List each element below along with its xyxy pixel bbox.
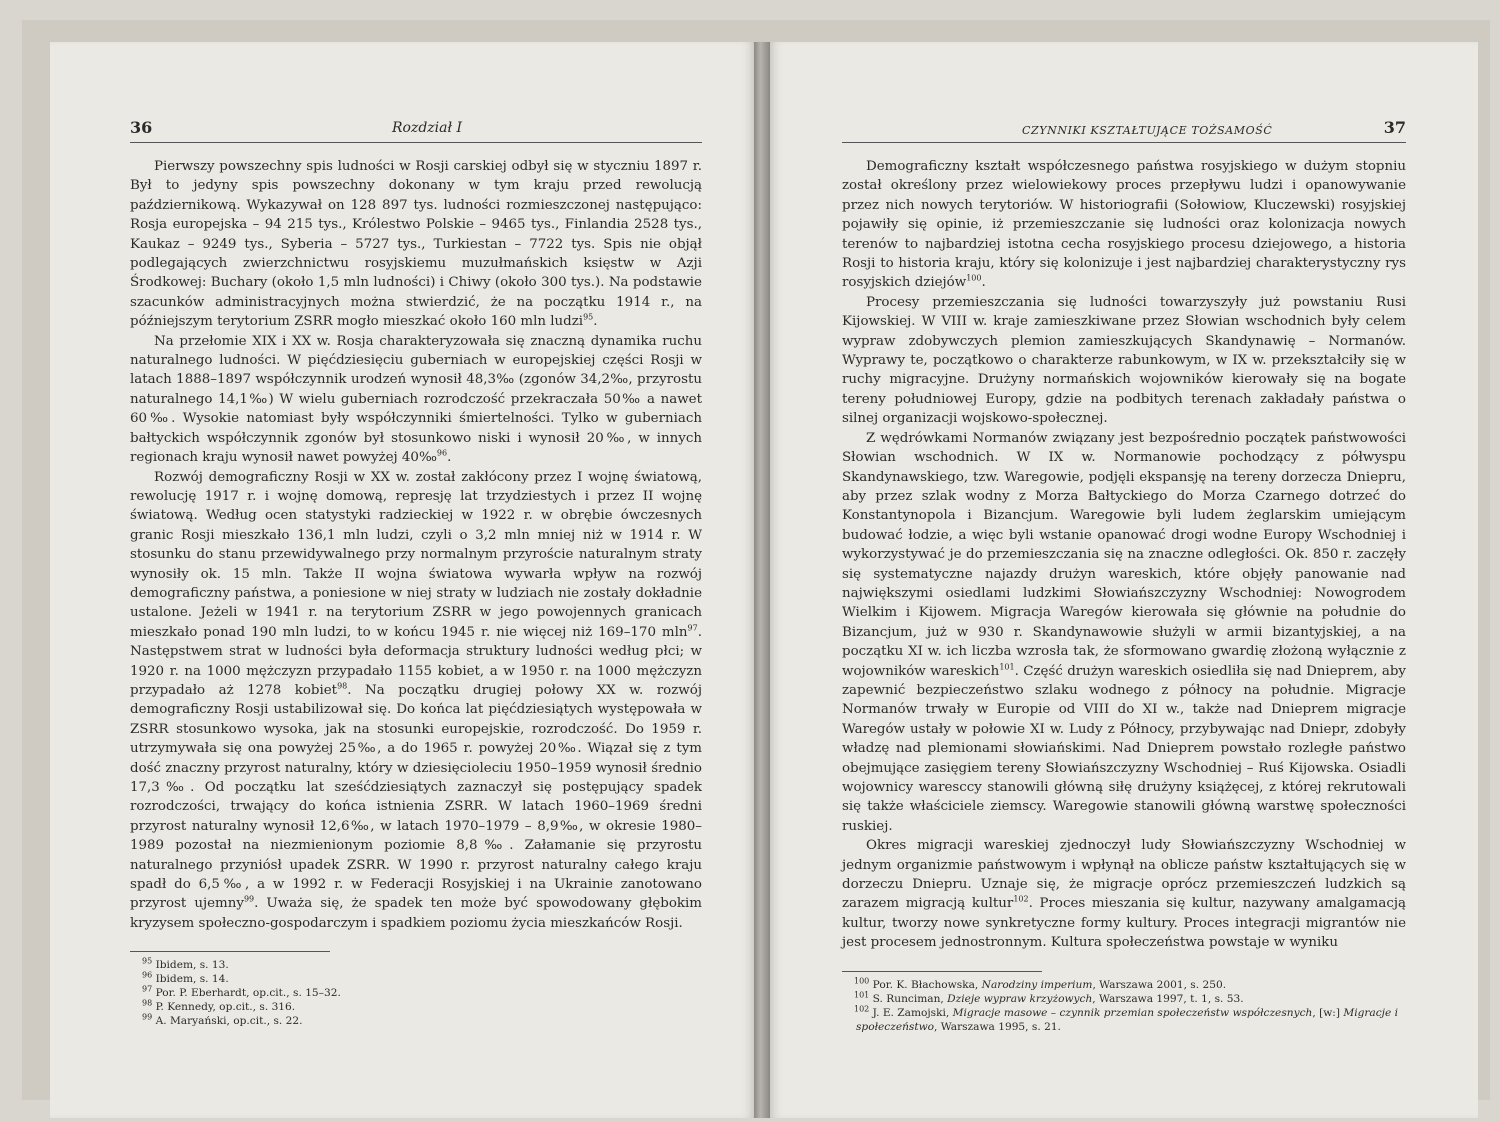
book-gutter — [754, 42, 770, 1118]
footnote: $^{99}$ A. Maryański, op.cit., s. 22. — [142, 1012, 303, 1028]
footnotes — [842, 978, 1406, 1034]
right-page — [770, 42, 1478, 1118]
running-head: CZYNNIKI KSZTAŁTUJĄCE TOŻSAMOŚĆ — [1022, 124, 1273, 137]
paragraph: Z wędrówkami Normanów związany jest bezpośrednio początek państwowości Słowian wschodnich. W IX w. Normanowie pochodzący z półwyspu Skandynawskiego, tzw. Waregowie, podjęli ekspansję na tereny dorzecza Dniepru, aby przez szlak wodny z Morza Bałtyckiego do Morza Czarnego dotrzeć do Konstantynopola i Bizancjum. Waregowie byli ludem żeglarskim umiejącym budować łodzie, a więc byli wstanie opanować drogi wodne Europy Wschodniej i wykorzystywać je do przemieszczania się na znaczne odległości. Ok. 850 r. zaczęły się systematyczne najazdy drużyn wareskich, które objęły panowanie nad największymi osiedlami ludzkimi Słowiańszczyzny Wschodniej: Nowogrodem Wielkim i Kijowem. Migracja Waregów kierowała się głównie na południe do Bizancjum, już w 930 r. Skandynawowie służyli w armii bizantyjskiej, a na początku XI w. ich liczba wzrosła tak, że sformowano gwardię złożoną wyłącznie z wojowników wareskich$^{101}$. Część drużyn wareskich osiedliła się nad Dnieprem, aby zapewnić bezpieczeństwo szlaku wodnego z północy na południe. Migracje Normanów trwały w Europie od VIII do XI w., także nad Dnieprem migracje Waregów ustały w połowie XI w. Ludy z Północy, przybywając nad Dniepr, zdobyły władzę nad plemionami słowiańskimi. Nad Dnieprem powstało rozległe państwo obejmujące zasięgiem tereny Słowiańszczyzny Wschodniej – Ruś Kijowska. Osiadli wojownicy waresccy stanowili główną siłę drużyny książęcej, z której rekrutowali się także właściciele ziemscy. Waregowie stanowili główną warstwę społeczności ruskiej. — [842, 430, 1407, 834]
footnote-rule — [130, 951, 330, 952]
left-page — [50, 42, 754, 1118]
footnote: $^{102}$ J. E. Zamojski, Migracje masowe – czynnik przemian społeczeństw współczesnych, [w:] Migracje i społeczeństwo, Warszawa 1995, s. 21. — [854, 1004, 1398, 1033]
footnote: $^{100}$ Por. K. Błachowska, Narodziny imperium, Warszawa 2001, s. 250. — [854, 976, 1227, 991]
paragraph: Rozwój demograficzny Rosji w XX w. został zakłócony przez I wojnę światową, rewolucję 1917 r. i wojnę domową, represję lat trzydziestych i przez II wojnę światową. Według ocen statystyki radzieckiej w 1922 r. w obrębie ówczesnych granic Rosji mieszkało 136,1 mln ludzi, czyli o 3,2 mln mniej niż w 1914 r. W stosunku do stanu przewidywalnego przy normalnym przyroście naturalnym straty wynosiły ok. 15 mln. Także II wojna światowa wywarła wpływ na rozwój demograficzny państwa, a poniesione w niej straty w ludziach nie zostały dokładnie ustalone. Jeżeli w 1941 r. na terytorium ZSRR w jego powojennych granicach mieszkało ponad 190 mln ludzi, to w końcu 1945 r. nie więcej niż 169–170 mln$^{97}$. Następstwem strat w ludności była deformacja struktury ludności według płci; w 1920 r. na 1000 mężczyzn przypadało 1155 kobiet, a w 1950 r. na 1000 mężczyzn przypadało aż 1278 kobiet$^{98}$. Na początku drugiej połowy XX w. rozwój demograficzny Rosji ustabilizował się. Do końca lat pięćdziesiątych występowała w ZSRR stosunkowo wysoka, jak na stosunki europejskie, rozrodczość. Do 1959 r. utrzymywała się ona powyżej 25‰, a do 1965 r. powyżej 20‰. Wiązał się z tym dość znaczny przyrost naturalny, który w dziesięcioleciu 1950–1959 wynosił średnio 17,3‰. Od początku lat sześćdziesiątych zaznaczył się postępujący spadek rozrodczości, trwający do końca istnienia ZSRR. W latach 1960–1969 średni przyrost naturalny wynosił 12,6‰, w latach 1970–1979 – 8,9‰, w okresie 1980–1989 pozostał na niezmienionym poziomie 8,8‰. Załamanie się przyrostu naturalnego przyniósł upadek ZSRR. W 1990 r. przyrost naturalny całego kraju spadł do 6,5‰, a w 1992 r. w Federacji Rosyjskiej i na Ukrainie zanotowano przyrost ujemny$^{99}$. Uważa się, że spadek ten może być spowodowany głębokim kryzysem społeczno-gospodarczym i spadkiem poziomu życia mieszkańców Rosji. — [130, 469, 702, 931]
paragraph: Na przełomie XIX i XX w. Rosja charakteryzowała się znaczną dynamika ruchu naturalnego ludności. W pięćdziesięciu guberniach w europejskiej części Rosji w latach 1888–1897 współczynnik urodzeń wynosił 48,3‰ (zgonów 34,2‰, przyrostu naturalnego 14,1‰) W wielu guberniach rozrodczość przekraczała 50‰ a nawet 60‰. Wysokie natomiast były współczynniki śmiertelności. Tylko w guberniach bałtyckich współczynnik zgonów był stosunkowo niski i wynosił 20‰, w innych regionach kraju wynosił nawet powyżej 40‰$^{96}$. — [130, 333, 702, 466]
footnote: $^{98}$ P. Kennedy, op.cit., s. 316. — [142, 998, 296, 1014]
footnote-rule — [842, 971, 1042, 972]
footnote: $^{96}$ Ibidem, s. 14. — [142, 970, 229, 986]
paragraph: Procesy przemieszczania się ludności towarzyszyły już powstaniu Rusi Kijowskiej. W VIII w. kraje zamieszkiwane przez Słowian wschodnich były celem wypraw zdobywczych plemion zamieszkujących Skandynawię – Normanów. Wyprawy te, początkowo o charakterze rabunkowym, w IX w. przekształciły się w ruchy migracyjne. Drużyny normańskich wojowników kierowały się na bogate tereny południowej Europy, gdzie na podbitych terenach zakładały państwa o silnej organizacji wojskowo-społecznej. — [842, 294, 1406, 427]
paragraph: Okres migracji wareskiej zjednoczył ludy Słowiańszczyzny Wschodniej w jednym organizmie państwowym i wpłynął na oblicze państw kształtujących się w dorzeczu Dniepru. Uznaje się, że migracje oprócz przemieszczeń ludzkich są zarazem migracją kultur$^{102}$. Proces mieszania się kultur, nazywany amalgamacją kultur, tworzy nowe synkretyczne formy kultury. Proces integracji migrantów nie jest procesem jednostronnym. Kultura społeczeństwa powstaje w wyniku — [842, 838, 1406, 951]
page-header — [842, 118, 1406, 143]
page-number: 36 — [130, 118, 153, 137]
paragraph: Pierwszy powszechny spis ludności w Rosji carskiej odbył się w styczniu 1897 r. Był to jedyny spis powszechny dokonany w tym kraju przed rewolucją październikową. Wykazywał on 128 897 tys. ludności rozmieszczonej następująco: Rosja europejska – 94 215 tys., Królestwo Polskie – 9465 tys., Finlandia 2528 tys., Kaukaz – 9249 tys., Syberia – 5727 tys., Turkiestan – 7722 tys. Spis nie objął podlegających zwierzchnictwu rosyjskiemu muzułmańskich księstw w Azji Środkowej: Buchary (około 1,5 mln ludności) i Chiwy (około 300 tys.). Na podstawie szacunków administracyjnych można stwierdzić, że na początku 1914 r., na późniejszym terytorium ZSRR mogło mieszkać około 160 mln ludzi$^{95}$. — [130, 159, 702, 330]
paragraph: Demograficzny kształt współczesnego państwa rosyjskiego w dużym stopniu został określony przez wielowiekowy proces przepływu ludzi i opanowywanie przez nich nowych terytoriów. W historiografii (Sołowiow, Kluczewski) rosyjskiej pojawiły się opinie, iż przemieszczanie się ludności oraz kolonizacja nowych terenów to najbardziej istotna cecha rosyjskiego procesu dziejowego, a historia Rosji to historia kraju, który się kolonizuje i jest najbardziej charakterystyczny rys rosyjskich dziejów$^{100}$. — [842, 159, 1406, 291]
page-header — [130, 118, 702, 143]
page-number: 37 — [1383, 118, 1406, 137]
footnote: $^{95}$ Ibidem, s. 13. — [142, 956, 229, 972]
body-text — [130, 157, 702, 933]
footnotes — [130, 958, 702, 1028]
body-text — [842, 157, 1406, 953]
running-head: Rozdział I — [392, 120, 463, 136]
footnote: $^{97}$ Por. P. Eberhardt, op.cit., s. 15–32. — [142, 984, 341, 1000]
book-spread — [22, 20, 1490, 1100]
footnote: $^{101}$ S. Runciman, Dzieje wypraw krzyżowych, Warszawa 1997, t. 1, s. 53. — [854, 990, 1244, 1005]
